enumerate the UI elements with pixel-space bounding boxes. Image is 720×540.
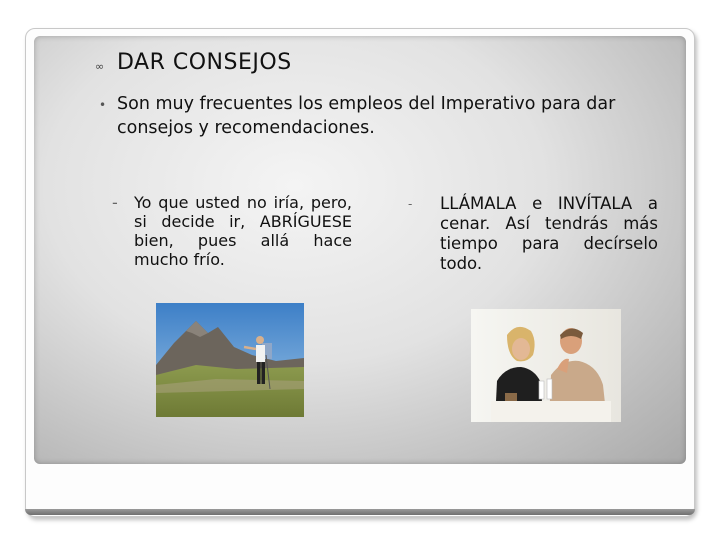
right-column-marker: - [408,197,413,211]
hiker-photo-drawing [156,303,304,417]
couple-at-restaurant-photo [471,309,621,422]
couple-photo-drawing [471,309,621,422]
left-column-text: Yo que usted no iría, pero, si decide ir, ABRÍGUESE bien, pues allá hace mucho frío. [134,193,352,269]
slide-title: DAR CONSEJOS [117,50,292,75]
body-paragraph: Son muy frecuentes los empleos del Imperativo para dar consejos y recomendaciones. [117,94,616,138]
hiker-in-mountains-photo [156,303,304,417]
dot-icon: • [99,98,107,112]
infinity-icon: ∞ [95,60,105,73]
right-column-text: LLÁMALA e INVÍTALA a cenar. Así tendrás más tiempo para decírselo todo. [440,194,658,273]
slide-frame-bottom-edge [25,509,695,515]
left-column-marker: - [112,193,118,212]
